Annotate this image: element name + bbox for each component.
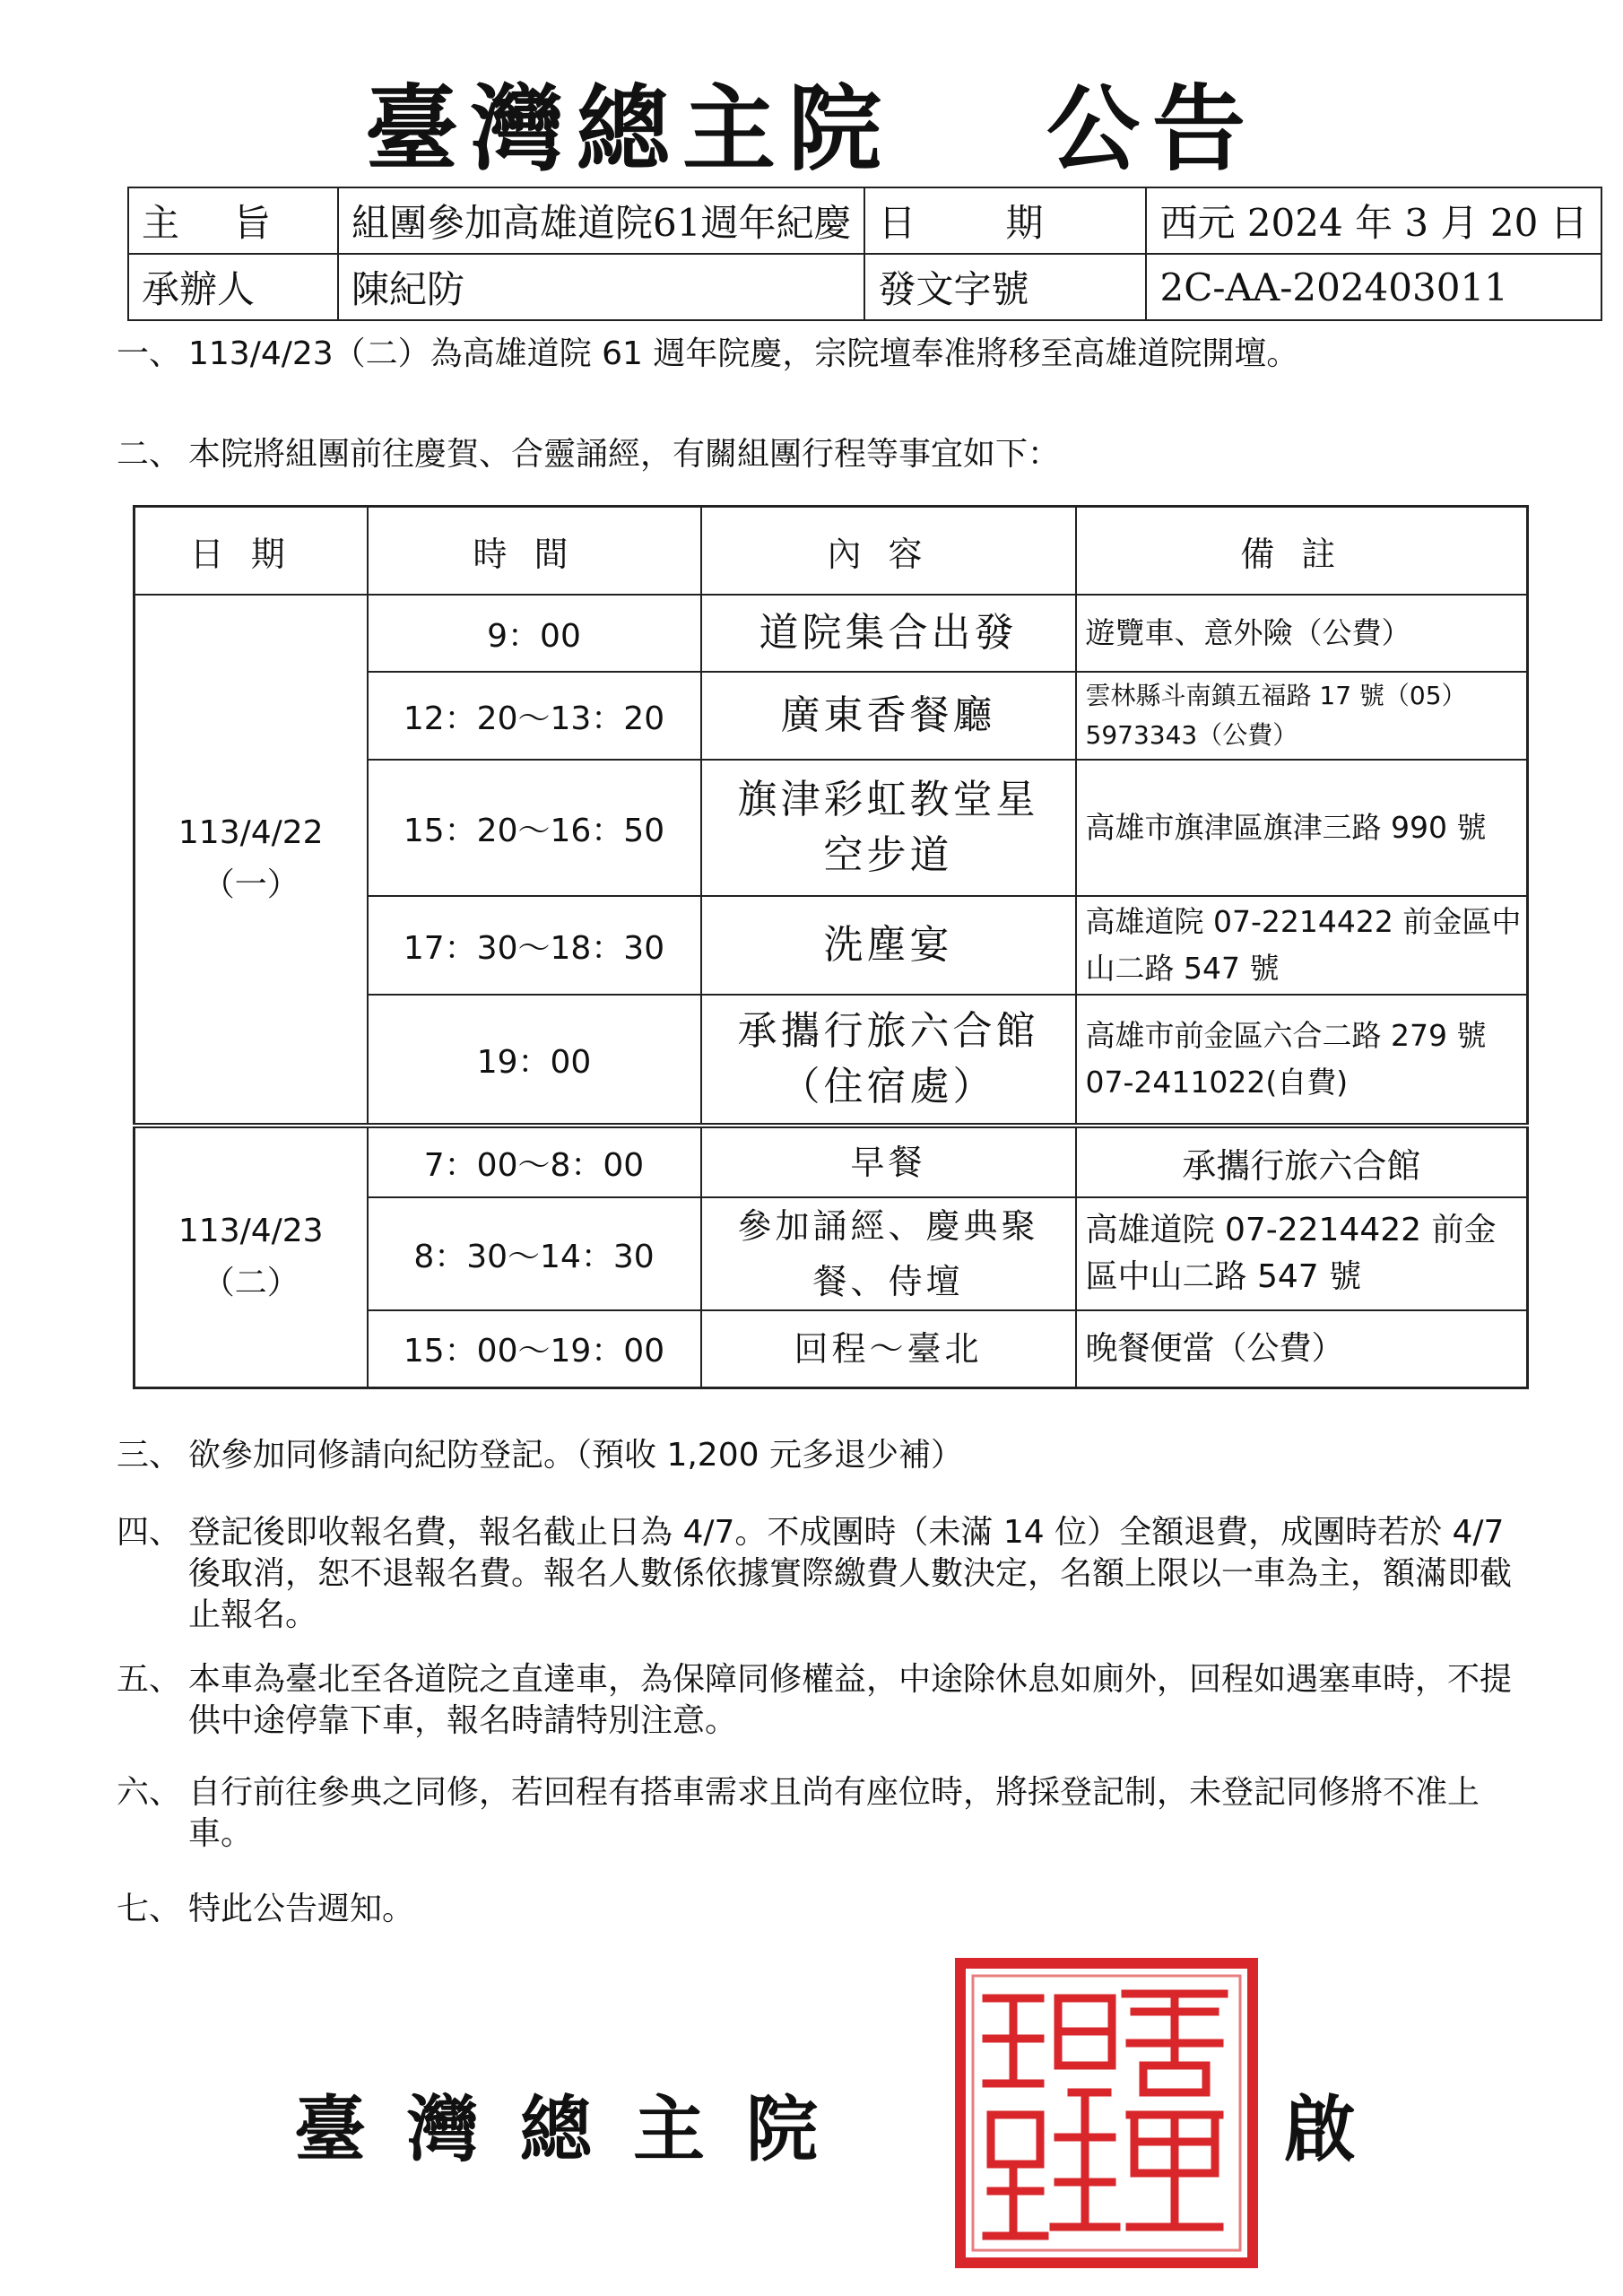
content-cell: 承攜行旅六合館（住宿處） bbox=[701, 995, 1076, 1126]
item-5: 五、 本車為臺北至各道院之直達車，為保障同修權益，中途除休息如廁外，回程如遇塞車時，不提供中途停靠下車，報名時請特別注意。 bbox=[117, 1661, 1513, 1739]
handler-label: 承辦人 bbox=[128, 254, 338, 320]
subject-label: 主旨 bbox=[128, 187, 338, 254]
note-cell: 遊覽車、意外險（公費） bbox=[1076, 595, 1528, 672]
header-table bbox=[127, 187, 1602, 321]
date-value: 西元 2024 年 3 月 20 日 bbox=[1146, 187, 1601, 254]
table-row bbox=[135, 595, 1528, 672]
note-cell: 高雄市旗津區旗津三路 990 號 bbox=[1076, 760, 1528, 896]
note-cell: 雲林縣斗南鎮五福路 17 號（05）5973343（公費） bbox=[1076, 672, 1528, 760]
note-cell: 高雄道院 07-2214422 前金區中山二路 547 號 bbox=[1076, 896, 1528, 995]
page-title bbox=[0, 54, 1623, 188]
item-1: 一、 113/4/23（二）為高雄道院 61 週年院慶，宗院壇奉准將移至高雄道院開壇。 bbox=[117, 335, 1299, 372]
note-cell: 晚餐便當（公費） bbox=[1076, 1310, 1528, 1387]
footer-issuer: 臺灣總主院 bbox=[294, 2087, 859, 2171]
footer-closing: 啟 bbox=[1284, 2087, 1356, 2171]
time-cell: 9：00 bbox=[368, 595, 701, 672]
table-row bbox=[135, 1126, 1528, 1197]
time-cell: 15：00～19：00 bbox=[368, 1310, 701, 1387]
title-type: 公告 bbox=[1046, 74, 1259, 184]
date-label: 日期 bbox=[864, 187, 1146, 254]
col-header-date: 日期 bbox=[135, 507, 368, 596]
item-6: 六、 自行前往參典之同修，若回程有搭車需求且尚有座位時，將採登記制，未登記同修將不准上車。 bbox=[117, 1774, 1480, 1852]
note-cell: 高雄道院 07-2214422 前金區中山二路 547 號 bbox=[1076, 1197, 1528, 1310]
subject-value: 組團參加高雄道院61週年紀慶 bbox=[338, 187, 864, 254]
content-cell: 回程～臺北 bbox=[701, 1310, 1076, 1387]
item-2: 二、 本院將組團前往慶賀、合靈誦經，有關組團行程等事宜如下： bbox=[117, 436, 1061, 473]
day-cell: 113/4/22 （一） bbox=[135, 595, 368, 1126]
time-cell: 12：20～13：20 bbox=[368, 672, 701, 760]
item-4: 四、 登記後即收報名費，報名截止日為 4/7。不成團時（未滿 14 位）全額退費，成團時若於 4/7 後取消，恕不退報名費。報名人數係依據實際繳費人數決定，名額上限以一車為主，額滿即截止報名。 bbox=[117, 1514, 1513, 1633]
content-cell: 參加誦經、慶典聚餐、侍壇 bbox=[701, 1197, 1076, 1310]
time-cell: 15：20～16：50 bbox=[368, 760, 701, 896]
col-header-note: 備註 bbox=[1076, 507, 1528, 596]
content-cell: 道院集合出發 bbox=[701, 595, 1076, 672]
time-cell: 19：00 bbox=[368, 995, 701, 1126]
col-header-time: 時間 bbox=[368, 507, 701, 596]
doc-no-value: 2C-AA-202403011 bbox=[1146, 254, 1601, 320]
time-cell: 7：00～8：00 bbox=[368, 1126, 701, 1197]
note-cell: 高雄市前金區六合二路 279 號 07-2411022(自費) bbox=[1076, 995, 1528, 1126]
handler-value: 陳紀防 bbox=[338, 254, 864, 320]
day-cell: 113/4/23 （二） bbox=[135, 1126, 368, 1387]
time-cell: 8：30～14：30 bbox=[368, 1197, 701, 1310]
item-7: 七、 特此公告週知。 bbox=[117, 1891, 415, 1927]
time-cell: 17：30～18：30 bbox=[368, 896, 701, 995]
content-cell: 廣東香餐廳 bbox=[701, 672, 1076, 760]
item-3: 三、 欲參加同修請向紀防登記。（預收 1,200 元多退少補） bbox=[117, 1437, 963, 1474]
official-seal-stamp bbox=[955, 1958, 1258, 2268]
content-cell: 早餐 bbox=[701, 1126, 1076, 1197]
col-header-content: 內容 bbox=[701, 507, 1076, 596]
content-cell: 洗塵宴 bbox=[701, 896, 1076, 995]
note-cell: 承攜行旅六合館 bbox=[1076, 1126, 1528, 1197]
doc-no-label: 發文字號 bbox=[864, 254, 1146, 320]
content-cell: 旗津彩虹教堂星空步道 bbox=[701, 760, 1076, 896]
schedule-table bbox=[133, 505, 1529, 1389]
title-org: 臺灣總主院 bbox=[364, 74, 894, 184]
